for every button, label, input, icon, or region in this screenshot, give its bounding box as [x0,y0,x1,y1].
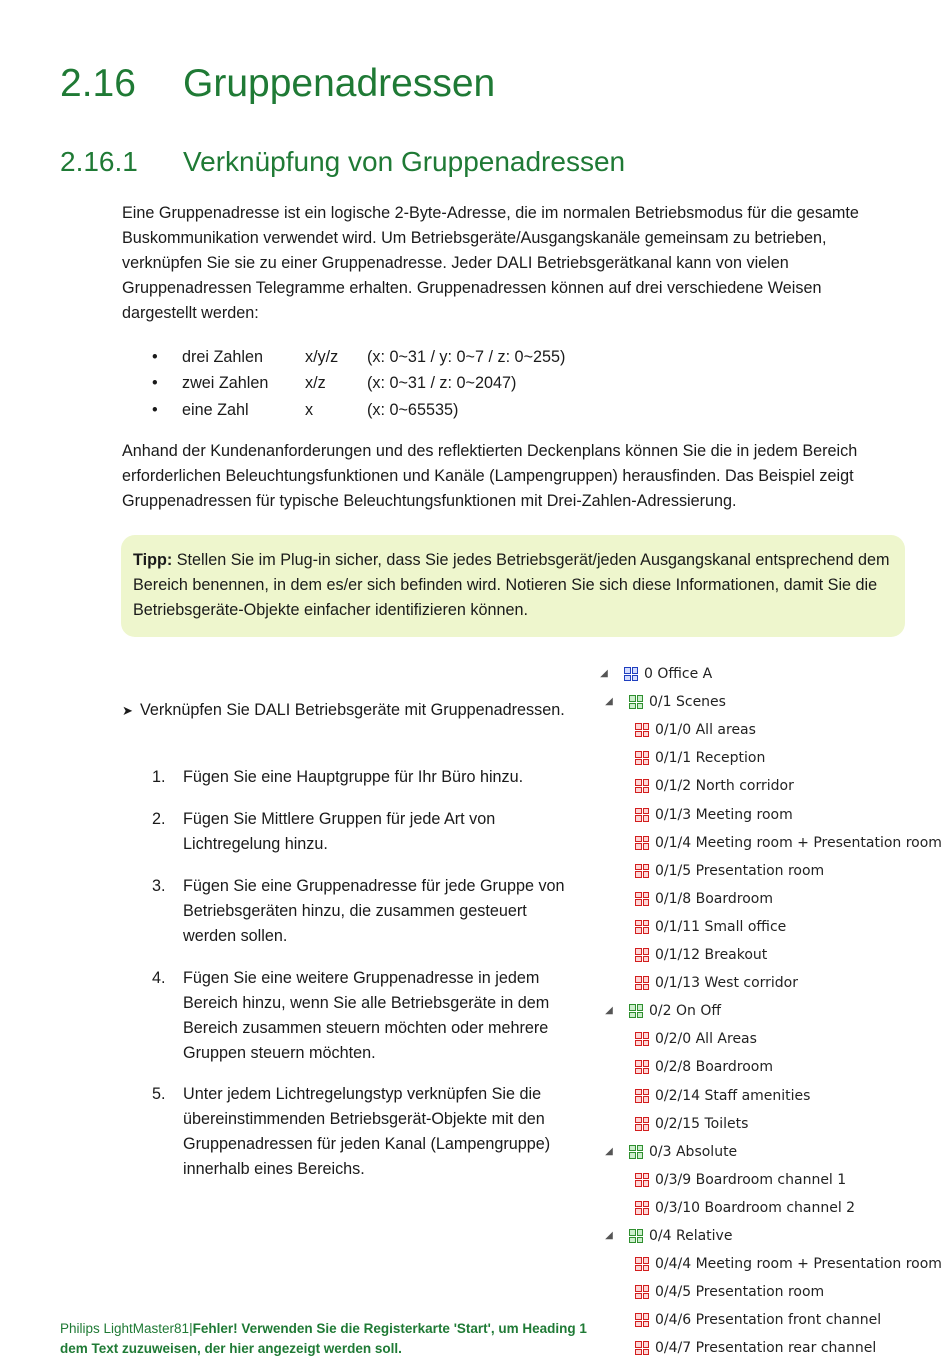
tip-text: Stellen Sie im Plug-in sicher, dass Sie jedes Betriebsgerät/jeden Ausgangskanal entsprechend dem Bereich benennen, in dem es/er sich befinden wird. Notieren Sie sich diese Informationen, damit Sie die Betriebsgeräte-Objekte einfacher identifizieren können. [133,551,890,619]
main-group-icon [624,667,638,681]
middle-group-icon [629,1229,643,1243]
format-name: drei Zahlen [182,348,263,366]
group-address-icon [635,836,649,850]
step-text: Fügen Sie eine weitere Gruppenadresse in jedem Bereich hinzu, wenn Sie alle Betriebsgeräte in dem Bereich zusammen steuern möchten oder mehrere Gruppen steuern möchten. [183,969,550,1062]
expand-toggle-icon[interactable]: ◢ [605,1145,613,1157]
group-address-icon [635,1173,649,1187]
list-item [122,397,722,423]
section-heading [60,62,495,106]
tip-box [121,535,905,637]
format-pattern: x [305,400,314,419]
address-format-list [122,344,722,423]
group-address-icon [635,1032,649,1046]
tree-node-label: 0/3/9 Boardroom channel 1 [655,1171,847,1188]
page-footer [60,1319,600,1364]
group-address-icon [635,1060,649,1074]
group-address-icon [635,1089,649,1103]
section-number: 2.16 [60,62,136,105]
tree-node-label: 0/4/6 Presentation front channel [655,1312,882,1329]
intro-paragraph: Eine Gruppenadresse ist ein logische 2-Byte-Adresse, die im normalen Betriebsmodus für die gesamte Buskommunikation verwendet wird. Um Betriebsgeräte/Ausgangskanäle gemeinsam zu betrieben, verknüpfen Sie sie zu einer Gruppenadresse. Jeder DALI Betriebsgerätkanal kann von vielen Gruppenadressen Telegramme erhalten. Gruppenadressen können auf drei verschiedene Weisen dargestellt werden: [122,204,859,322]
list-item [122,344,722,370]
subsection-title: Verknüpfung von Gruppenadressen [183,146,626,177]
tree-node-label: 0/1/8 Boardroom [655,890,773,907]
step-text: Unter jedem Lichtregelungstyp verknüpfen Sie die übereinstimmenden Betriebsgerät-Objekte mit den Gruppenadressen für jeden Kanal (Lampengruppe) innerhalb eines Bereichs. [183,1085,551,1178]
tree-node-label: 0/1 Scenes [649,694,726,711]
group-address-icon [635,751,649,765]
format-pattern: x/y/z [305,348,339,366]
procedure-title [122,698,582,723]
group-address-icon [635,920,649,934]
subsection-number: 2.16.1 [60,146,138,177]
group-address-icon [635,1117,649,1131]
tree-node-label: 0/3 Absolute [649,1143,738,1160]
step-number: 1. [152,768,166,786]
footer-error: Fehler! Verwenden Sie die Registerkarte 'Start', um Heading 1 dem Text zuzuweisen, der hier angezeigt werden soll. [60,1321,587,1356]
group-address-icon [635,1341,649,1355]
tree-node-label: 0/1/5 Presentation room [655,862,825,879]
format-name: zwei Zahlen [182,374,269,393]
group-address-icon [635,808,649,822]
format-range: (x: 0~65535) [367,400,459,419]
requirements-paragraph: Anhand der Kundenanforderungen und des reflektierten Deckenplans können Sie die in jedem Bereich erforderlichen Beleuchtungsfunktionen und Kanäle (Lampengruppen) herausfinden. Das Beispiel zeigt Gruppenadressen für typische Beleuchtungsfunktionen mit Drei-Zahlen-Adressierung. [122,442,858,510]
group-address-icon [635,1313,649,1327]
expand-toggle-icon[interactable]: ◢ [605,696,613,708]
tree-node-label: 0/1/1 Reception [655,750,766,767]
tree-node-label: 0/4/7 Presentation rear channel [655,1340,877,1357]
group-address-icon [635,864,649,878]
tree-node-label: 0/2/14 Staff amenities [655,1087,811,1104]
tree-node-label: 0/4/4 Meeting room + Presentation room [655,1256,942,1273]
format-name: eine Zahl [182,400,249,419]
tip-label: Tipp: [133,551,173,569]
footer-product: Philips LightMaster81 [60,1321,190,1336]
tree-node-label: 0 Office A [644,666,713,682]
tree-node-label: 0/4/5 Presentation room [655,1284,825,1301]
bullet-icon: • [152,348,158,366]
format-range: (x: 0~31 / y: 0~7 / z: 0~255) [367,348,566,366]
tree-node-label: 0/1/2 North corridor [655,778,794,795]
step-number: 2. [152,810,166,828]
expand-toggle-icon[interactable]: ◢ [605,1005,613,1017]
middle-group-icon [629,1004,643,1018]
group-address-icon [635,892,649,906]
step-number: 4. [152,969,166,987]
group-address-icon [635,1257,649,1271]
middle-group-icon [629,695,643,709]
subsection-heading [60,146,625,178]
group-address-icon [635,723,649,737]
expand-toggle-icon[interactable]: ◢ [600,668,608,679]
tree-node-label: 0/2 On Off [649,1003,721,1020]
group-address-icon [635,976,649,990]
bullet-icon: • [152,400,158,419]
format-pattern: x/z [305,374,326,393]
tree-node-label: 0/4 Relative [649,1228,733,1244]
tree-node-label: 0/2/8 Boardroom [655,1059,773,1076]
step-text: Fügen Sie Mittlere Gruppen für jede Art von Lichtregelung hinzu. [183,810,496,853]
group-address-icon [635,1285,649,1299]
step-number: 3. [152,877,166,895]
footer-separator: | [189,1321,193,1336]
tree-node-label: 0/2/0 All Areas [655,1031,757,1048]
list-item [122,370,722,396]
step-number: 5. [152,1085,166,1103]
procedure-title-text: Verknüpfen Sie DALI Betriebsgeräte mit Gruppenadressen. [140,701,565,719]
group-address-icon [635,1201,649,1215]
expand-toggle-icon[interactable]: ◢ [605,1230,613,1241]
tree-node-label: 0/1/13 West corridor [655,975,799,992]
tree-node-label: 0/1/0 All areas [655,722,756,739]
step-text: Fügen Sie eine Gruppenadresse für jede Gruppe von Betriebsgeräten hinzu, die zusammen gesteuert werden sollen. [183,877,565,945]
step-text: Fügen Sie eine Hauptgruppe für Ihr Büro hinzu. [183,768,524,786]
tree-node-label: 0/3/10 Boardroom channel 2 [655,1199,856,1216]
group-address-icon [635,779,649,793]
procedure-arrow-icon: ➤ [122,703,133,718]
middle-group-icon [629,1145,643,1159]
tree-node-label: 0/2/15 Toilets [655,1115,749,1132]
tree-node-label: 0/1/11 Small office [655,918,787,935]
tree-node-label: 0/1/12 Breakout [655,947,768,963]
tree-node-label: 0/1/4 Meeting room + Presentation room [655,834,942,851]
bullet-icon: • [152,374,158,393]
section-title: Gruppenadressen [183,62,496,105]
group-address-icon [635,948,649,962]
tree-node-label: 0/1/3 Meeting room [655,806,793,823]
format-range: (x: 0~31 / z: 0~2047) [367,374,517,393]
